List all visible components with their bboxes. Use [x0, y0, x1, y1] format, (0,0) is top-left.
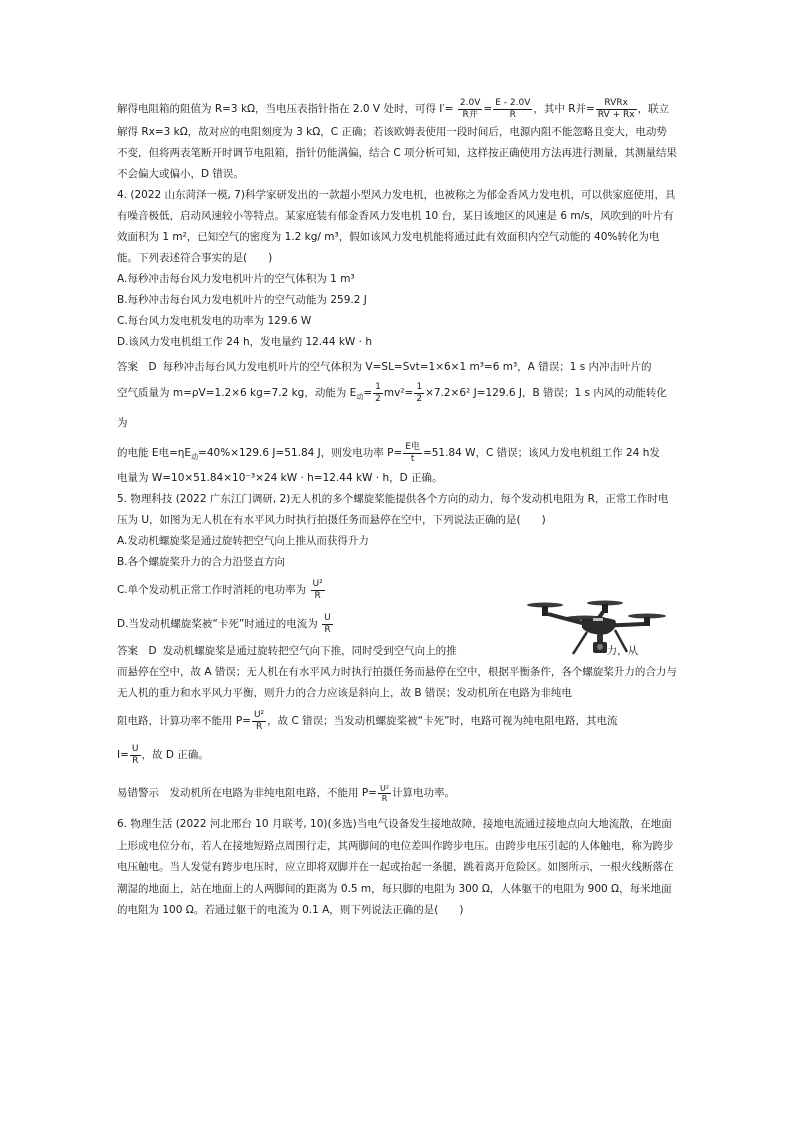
fraction — [403, 442, 422, 465]
fraction-num: U — [324, 612, 331, 623]
drone-illustration — [523, 596, 669, 664]
fraction-den: R — [314, 590, 321, 601]
solution3-line1: 解得电阻箱的阻值为 R=3 kΩ，当电压表指针指在 2.0 V 处时，可得 I′= $\frac{2.0V}{\text{R并}}$ = $\frac{E - 2.0V}{R}$ ，其中 R并= $\frac{\text{RVRx}}{RV + Rx}$ ，联立 — [117, 97, 670, 120]
fraction-num: U² — [379, 783, 390, 793]
q5-answer-line4 — [117, 738, 677, 772]
question-4-stem: 4. (2022 山东菏泽一模, 7)科学家研发出的一款超小型风力发电机，也被称之为郁金香风力发电机，可以供家庭使用，具有噪音极低，启动风速较小等特点。某家庭装有郁金香风力发电机 10 台，某日该地区的风速是 6 m/s，风吹到的叶片有效面积为 1 m²，已知空气的密度为 1.2 kg/ m³，假如该风力发电机能将通过此有效面积内空气动能的 40%转化为电能。下列表述符合事实的是( ) — [117, 189, 676, 264]
fraction-num: 2.0V — [459, 97, 481, 108]
text-run: ，其中 R并= — [533, 103, 595, 115]
fraction-den: R并 — [462, 109, 478, 120]
fraction — [311, 579, 325, 602]
text-run: D.当发动机螺旋桨被“卡死”时通过的电流为 — [117, 618, 318, 630]
drone-image — [523, 596, 669, 664]
fraction — [252, 710, 266, 733]
q5-answer-line2: 而悬停在空中，故 A 错误；无人机在有水平风力时执行拍摄任务而悬停在空中，根据平衡条件，各个螺旋桨升力的合力与无人机的重力和水平风力平衡，则升力的合力应该是斜向上，故 B 错误；发动机所在电路为非纯电 — [117, 666, 677, 699]
question-5-stem: 5. 物理科技 (2022 广东江门调研, 2)无人机的多个螺旋桨能提供各个方向的动力，每个发动机电阻为 R，正常工作时电压为 U，如图为无人机在有水平风力时执行拍摄任务而悬停在空中，下列说法正确的是( ) — [117, 493, 669, 526]
text-run: 计算电功率。 — [392, 787, 456, 799]
text-run: 的电能 E电=ηE — [117, 447, 192, 459]
text-run: ，故 D 正确。 — [141, 749, 209, 761]
text-run: 阻电路，计算功率不能用 P= — [117, 715, 251, 727]
fraction-den: R — [509, 109, 516, 120]
question-6-stem: 6. 物理生活 (2022 河北邢台 10 月联考, 10)(多选)当电气设备发生接地故障，接地电流通过接地点向大地流散，在地面上形成电位分布，若人在接地短路点周围行走，其两脚间的电位差叫作跨步电压。由跨步电压引起的人体触电，称为跨步电压触电。当人发觉有跨步电压时，应立即将双脚并在一起或抬起一条腿，跳着离开危险区。如图所示，一根火线断落在潮湿的地面上，站在地面上的人两脚间的距离为 0.5 m，每只脚的电阻为 300 Ω，人体躯干的电阻为 900 Ω，每米地面的电阻为 100 Ω。若通过躯干的电流为 0.1 A，则下列说法正确的是( ) — [117, 818, 674, 916]
q5-option-b: B.各个螺旋桨升力的合力沿竖直方向 — [117, 556, 286, 568]
q5-option-a: A.发动机螺旋桨是通过旋转把空气向上推从而获得升力 — [117, 535, 369, 547]
fraction-den: R — [324, 624, 331, 635]
fraction — [378, 784, 391, 803]
text-run: 发动机螺旋桨是通过旋转把空气向下推，同时受到空气向上的推 — [162, 645, 457, 657]
fraction-num: E电 — [405, 441, 420, 452]
fraction — [458, 98, 482, 121]
fraction-num: 1 — [375, 381, 381, 392]
fraction — [322, 613, 333, 636]
solution3-line2: 解得 Rx=3 kΩ，故对应的电阻刻度为 3 kΩ，C 正确；若该欧姆表使用一段时间后，电源内阻不能忽略且变大，电动势不变，但将两表笔断开时调节电阻箱，指针仍能满偏，结合 C 项分析可知，这样按正确使用方法再进行测量，其测量结果不会偏大或偏小，D 错误。 — [117, 126, 678, 180]
subscript: 动 — [356, 393, 364, 402]
fraction-num: 1 — [416, 381, 423, 392]
fraction — [373, 382, 383, 405]
q5-answer-line3 — [117, 704, 677, 738]
text-run: 空气质量为 m=ρV=1.2×6 kg=7.2 kg，动能为 E — [117, 387, 357, 399]
text-run: 易错警示 发动机所在电路为非纯电阻电路，不能用 P= — [117, 787, 377, 799]
fraction-den: t — [410, 453, 415, 464]
subscript: 动 — [191, 453, 199, 462]
q4-answer-line3 — [117, 438, 677, 468]
fraction-den: R — [381, 793, 388, 803]
q4-option-c: C.每台风力发电机发电的功率为 129.6 W — [117, 315, 312, 327]
fraction-num: U² — [253, 709, 265, 720]
fraction-num: U² — [312, 578, 323, 589]
q4-option-a: A.每秒冲击每台风力发电机叶片的空气体积为 1 m³ — [117, 273, 355, 285]
text-run: = — [363, 387, 373, 399]
fraction-num: U — [131, 743, 139, 754]
fraction — [596, 98, 637, 121]
fraction-den: RV + Rx — [597, 109, 635, 120]
fraction-den: 2 — [375, 393, 381, 404]
fraction — [414, 382, 424, 405]
fraction — [130, 744, 141, 767]
q4-answer-line4: 电量为 W=10×51.84×10⁻³×24 kW · h=12.44 kW · h，D 正确。 — [117, 472, 443, 484]
q4-option-b: B.每秒冲击每台风力发电机叶片的空气动能为 259.2 J — [117, 294, 367, 306]
text-run: mv²= — [383, 387, 414, 399]
text-run: ×7.2×6² J=129.6 J，B 错误；1 s 内风的动能转化为 — [117, 387, 667, 429]
text-run: 解得电阻箱的阻值为 R=3 kΩ，当电压表指针指在 2.0 V 处时，可得 I′= — [117, 103, 454, 115]
text-run: ，故 C 错误；当发动机螺旋桨被“卡死”时，电路可视为纯电阻电路，其电流 — [267, 715, 618, 727]
text-run: 每秒冲击每台风力发电机叶片的空气体积为 V=SL=Svt=1×6×1 m³=6 m³，A 错误；1 s 内冲击叶片的 — [162, 361, 652, 373]
fraction-den: 2 — [416, 393, 423, 404]
text-run: =51.84 W，C 错误；该风力发电机组工作 24 h发 — [422, 447, 660, 459]
fraction-num: RVRx — [596, 98, 637, 110]
fraction-num: E - 2.0V — [495, 97, 531, 108]
q4-option-d: D.该风力发电机组工作 24 h，发电量约 12.44 kW · h — [117, 336, 372, 348]
fraction-den: R — [255, 721, 263, 732]
text-run: C.单个发动机正常工作时消耗的电功率为 — [117, 584, 307, 596]
text-run: =40%×129.6 J=51.84 J，则发电功率 P= — [198, 447, 403, 459]
text-run: ，联立 — [637, 103, 670, 115]
text-run: I= — [117, 749, 129, 761]
q4-answer-line2 — [117, 378, 677, 438]
fraction-den: R — [132, 755, 139, 766]
answer-label: 答案 D — [117, 361, 157, 373]
fraction — [493, 98, 532, 121]
document-page — [117, 96, 677, 922]
answer-label: 答案 D — [117, 645, 157, 657]
q5-warning — [117, 776, 677, 810]
text-run: 力，从 — [606, 645, 639, 657]
q4-answer-line1 — [117, 357, 677, 378]
